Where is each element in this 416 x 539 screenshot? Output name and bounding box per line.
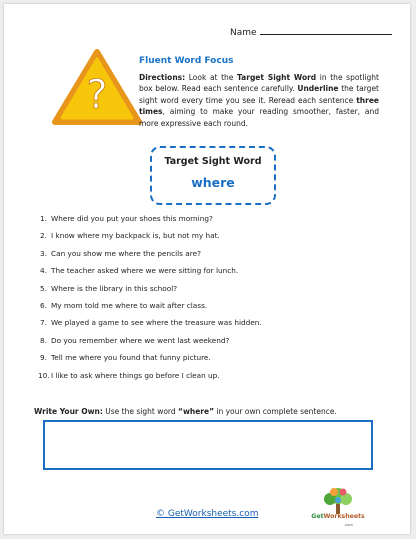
answer-box[interactable] (43, 420, 373, 470)
footer-link[interactable]: © GetWorksheets.com (156, 509, 259, 519)
target-word-label: Target Sight Word (164, 156, 262, 167)
directions-lead: Directions: (139, 73, 186, 82)
name-field (230, 26, 392, 38)
logo-tld: .com (344, 523, 353, 527)
target-word-box (150, 146, 276, 205)
worksheet-page (4, 4, 410, 534)
getworksheets-logo (304, 486, 372, 531)
warning-question-icon (51, 48, 143, 128)
sentence-item: 1. Where did you put your shoes this morning? (40, 214, 213, 223)
sentence-item: 3. Can you show me where the pencils are? (40, 248, 201, 258)
tree-icon (304, 486, 372, 516)
write-your-own-prompt: Write Your Own: Use the sight word “where” in your own complete sentence. (34, 407, 337, 416)
sentence-item: 6. My mom told me where to wait after class. (40, 300, 208, 310)
directions-text: Directions: Look at the Target Sight Word in the spotlight box below. Read each sentence carefully. Underline the target sight word every time you see it. Reread each sentence three times, aiming to make your reading smoother, faster, and more expressive each round. (139, 73, 379, 128)
sentence-item: 10.I like to ask where things go before I clean up. (38, 370, 220, 380)
sentence-item: 9. Tell me where you found that funny picture. (40, 353, 211, 363)
sentence-list (38, 214, 262, 388)
name-label: Name (230, 28, 257, 38)
sentence-item: 8. Do you remember where we went last weekend? (40, 335, 230, 345)
worksheet-title: Fluent Word Focus (139, 56, 234, 66)
logo-text: GetWorksheets (311, 513, 365, 520)
sentence-item: 4. The teacher asked where we were sitting for lunch. (40, 266, 239, 276)
sentence-item: 7. We played a game to see where the treasure was hidden. (40, 318, 262, 328)
target-word: where (191, 175, 235, 190)
svg-text:?: ? (86, 72, 108, 118)
sentence-item: 2. I know where my backpack is, but not my hat. (40, 231, 220, 241)
sentence-item: 5. Where is the library in this school? (40, 283, 178, 293)
name-line[interactable] (260, 26, 392, 35)
